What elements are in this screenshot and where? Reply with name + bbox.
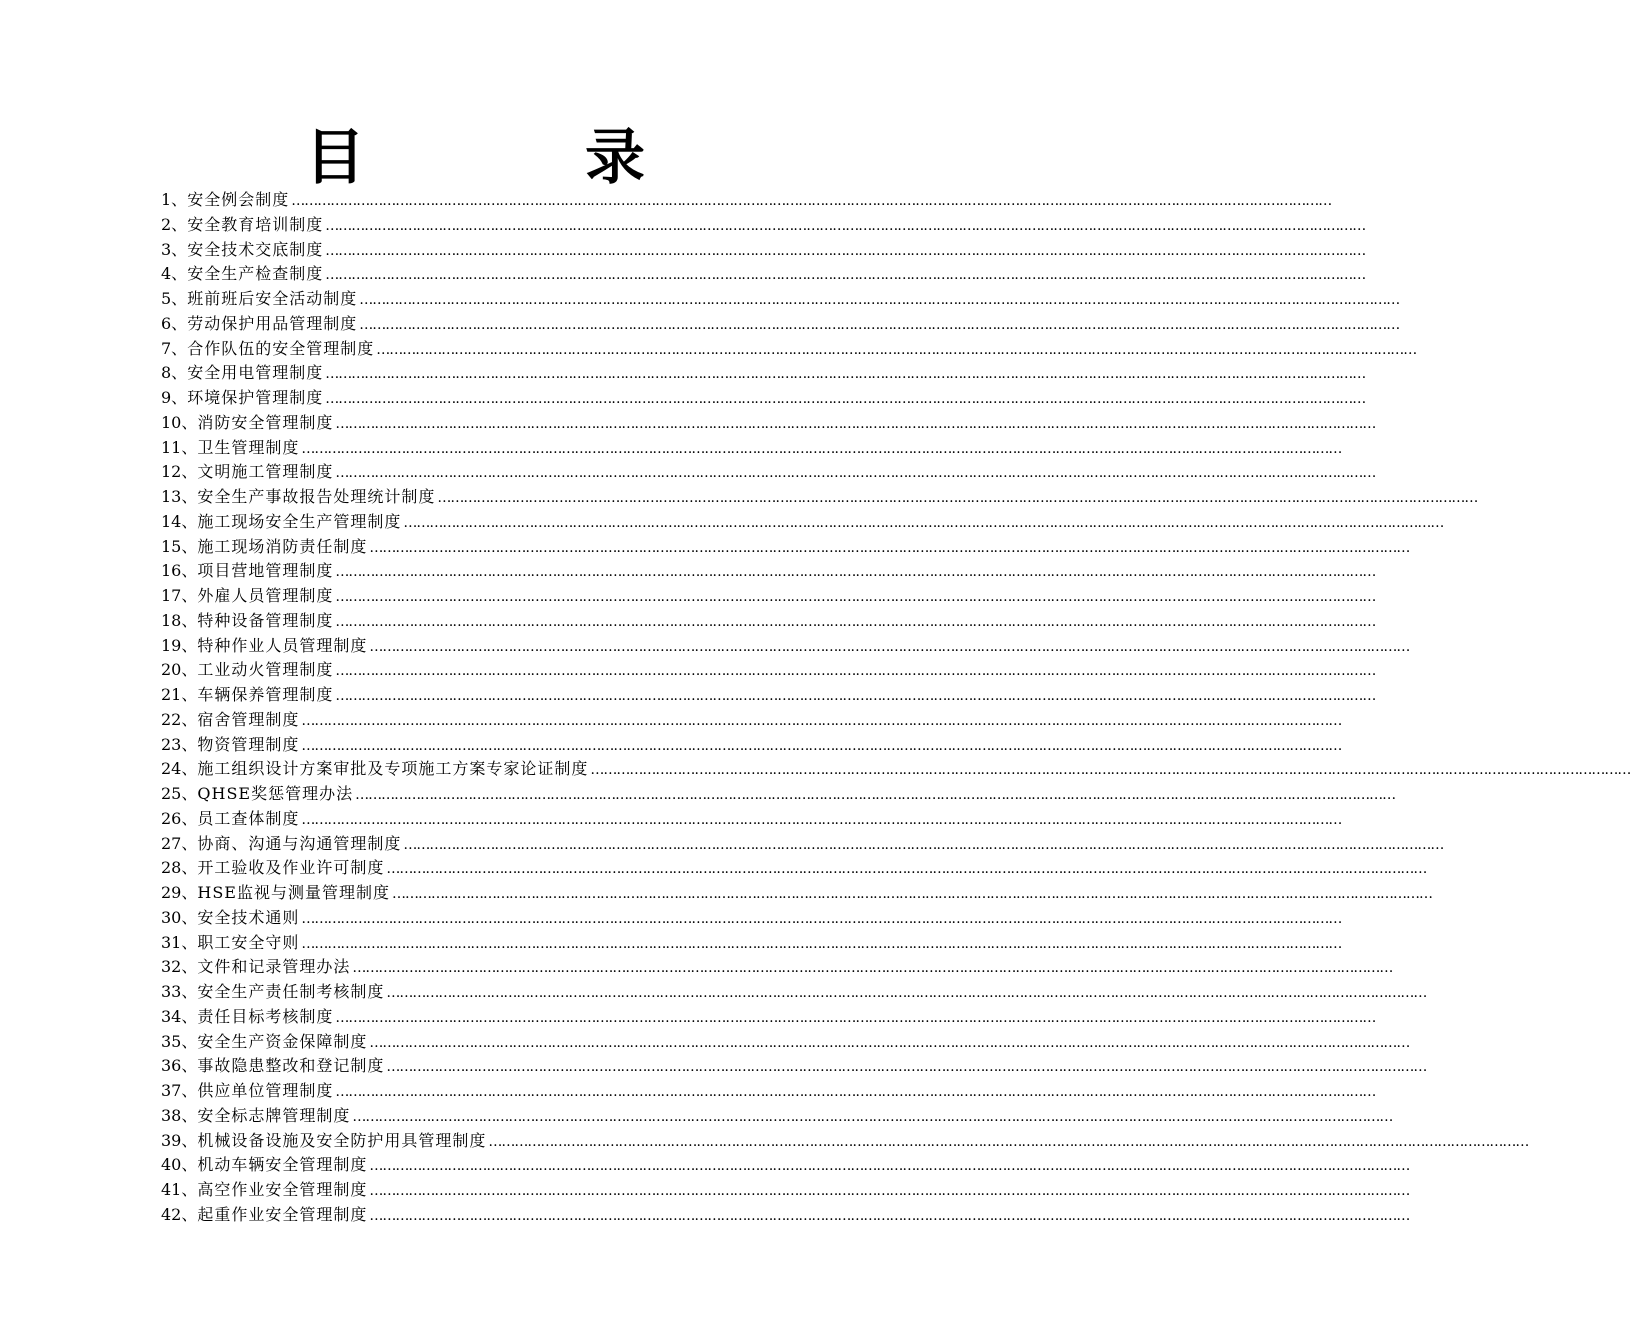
toc-entry-number: 18、	[161, 610, 198, 630]
toc-entry-number: 34、	[161, 1006, 198, 1026]
toc-entry-label: 协商、沟通与沟通管理制度	[197, 833, 402, 853]
toc-entry-number: 27、	[161, 833, 198, 853]
toc-dot-leader: ……………………………………………………………………………………………………………………………………………………………………………………………………………………	[369, 1034, 1410, 1051]
toc-entry-number: 36、	[161, 1056, 198, 1076]
toc-entry[interactable]	[161, 1178, 1410, 1203]
toc-entry[interactable]	[161, 1030, 1410, 1055]
toc-entry[interactable]	[161, 337, 1417, 362]
toc-dot-leader: ……………………………………………………………………………………………………………………………………………………………………………………………………………………	[301, 440, 1342, 457]
toc-entry-label: 安全教育培训制度	[187, 214, 324, 234]
toc-entry[interactable]	[161, 1129, 1529, 1154]
toc-dot-leader: ……………………………………………………………………………………………………………………………………………………………………………………………………………………	[359, 292, 1400, 308]
toc-dot-leader: ……………………………………………………………………………………………………………………………………………………………………………………………………………………	[301, 935, 1342, 952]
toc-entry-label: QHSE奖惩管理办法	[197, 784, 354, 803]
toc-dot-leader: ……………………………………………………………………………………………………………………………………………………………………………………………………………………	[325, 366, 1366, 383]
toc-entry[interactable]	[161, 634, 1410, 659]
toc-entry-number: 9、	[161, 388, 188, 407]
toc-entry-number: 11、	[161, 437, 198, 457]
toc-entry[interactable]	[161, 535, 1410, 560]
toc-entry-number: 38、	[161, 1105, 198, 1125]
toc-entry[interactable]	[161, 213, 1366, 238]
toc-entry-label: 安全生产检查制度	[187, 264, 324, 284]
toc-entry-label: 安全技术通则	[197, 907, 300, 927]
toc-entry-label: 起重作业安全管理制度	[197, 1204, 368, 1224]
toc-entry-label: 消防安全管理制度	[197, 412, 334, 432]
toc-dot-leader: ……………………………………………………………………………………………………………………………………………………………………………………………………………………	[369, 1183, 1410, 1199]
toc-entry-label: 供应单位管理制度	[197, 1081, 334, 1100]
toc-entry[interactable]	[161, 1054, 1427, 1079]
toc-entry-number: 23、	[161, 734, 198, 754]
toc-dot-leader: ……………………………………………………………………………………………………………………………………………………………………………………………………………………	[386, 985, 1427, 1001]
toc-dot-leader: ……………………………………………………………………………………………………………………………………………………………………………………………………………………	[359, 316, 1400, 333]
toc-entry-number: 20、	[161, 660, 198, 680]
toc-dot-leader: ……………………………………………………………………………………………………………………………………………………………………………………………………………………	[301, 737, 1342, 754]
toc-entry-label: 项目营地管理制度	[197, 561, 334, 581]
toc-dot-leader: ……………………………………………………………………………………………………………………………………………………………………………………………………………………	[335, 415, 1376, 432]
toc-entry-label: 宿舍管理制度	[197, 709, 300, 729]
toc-entry-label: 责任目标考核制度	[197, 1006, 334, 1026]
toc-entry[interactable]	[161, 955, 1393, 980]
toc-entry-number: 5、	[161, 289, 188, 308]
toc-entry-number: 1、	[161, 190, 188, 209]
toc-entry[interactable]	[161, 312, 1400, 337]
toc-dot-leader: ……………………………………………………………………………………………………………………………………………………………………………………………………………………	[325, 217, 1366, 234]
toc-entry-number: 24、	[161, 759, 198, 779]
toc-entry-label: 安全技术交底制度	[187, 239, 324, 259]
toc-dot-leader: ……………………………………………………………………………………………………………………………………………………………………………………………………………………	[369, 539, 1410, 556]
toc-entry-label: 职工安全守则	[197, 932, 300, 952]
toc-dot-leader: ……………………………………………………………………………………………………………………………………………………………………………………………………………………	[335, 688, 1376, 704]
toc-entry[interactable]	[161, 1104, 1393, 1129]
toc-dot-leader: ……………………………………………………………………………………………………………………………………………………………………………………………………………………	[488, 1133, 1529, 1150]
toc-entry-label: 卫生管理制度	[197, 437, 300, 457]
toc-entry-label: 机动车辆安全管理制度	[197, 1155, 368, 1175]
toc-entry-number: 22、	[161, 709, 198, 729]
toc-dot-leader: ……………………………………………………………………………………………………………………………………………………………………………………………………………………	[376, 341, 1417, 358]
toc-entry[interactable]	[161, 708, 1342, 733]
toc-entry-label: 机械设备设施及安全防护用具管理制度	[197, 1130, 487, 1150]
toc-dot-leader: ……………………………………………………………………………………………………………………………………………………………………………………………………………………	[291, 193, 1332, 209]
page-title: 目 录	[305, 123, 725, 193]
toc-entry[interactable]	[161, 584, 1376, 609]
toc-entry-label: 安全生产资金保障制度	[197, 1031, 368, 1051]
table-of-contents	[161, 188, 1630, 1228]
toc-entry-number: 31、	[161, 932, 198, 952]
toc-dot-leader: ……………………………………………………………………………………………………………………………………………………………………………………………………………………	[403, 836, 1444, 853]
toc-entry-number: 25、	[161, 784, 198, 803]
toc-entry-label: 环境保护管理制度	[187, 388, 324, 407]
toc-entry-label: 文明施工管理制度	[197, 462, 334, 482]
toc-entry-number: 39、	[161, 1130, 198, 1150]
toc-entry[interactable]	[161, 856, 1427, 881]
toc-dot-leader: ……………………………………………………………………………………………………………………………………………………………………………………………………………………	[301, 910, 1342, 927]
toc-entry-number: 29、	[161, 883, 198, 902]
toc-entry-number: 42、	[161, 1204, 198, 1224]
toc-entry[interactable]	[161, 361, 1366, 386]
toc-entry-number: 10、	[161, 412, 198, 432]
toc-entry-number: 26、	[161, 808, 198, 828]
toc-dot-leader: ……………………………………………………………………………………………………………………………………………………………………………………………………………………	[352, 1108, 1393, 1125]
toc-entry-number: 7、	[161, 338, 188, 358]
toc-dot-leader: ……………………………………………………………………………………………………………………………………………………………………………………………………………………	[369, 1207, 1410, 1224]
toc-entry[interactable]	[161, 510, 1444, 535]
toc-dot-leader: ……………………………………………………………………………………………………………………………………………………………………………………………………………………	[369, 638, 1410, 655]
toc-entry-label: 安全生产责任制考核制度	[197, 982, 385, 1001]
toc-entry-label: 安全例会制度	[187, 190, 290, 209]
toc-entry[interactable]	[161, 931, 1342, 956]
toc-entry[interactable]	[161, 411, 1376, 436]
toc-dot-leader: ……………………………………………………………………………………………………………………………………………………………………………………………………………………	[335, 663, 1376, 680]
toc-entry[interactable]	[161, 559, 1376, 584]
toc-entry-number: 12、	[161, 462, 198, 482]
toc-entry-label: 安全生产事故报告处理统计制度	[197, 487, 436, 506]
toc-entry-label: 安全标志牌管理制度	[197, 1105, 351, 1125]
toc-entry[interactable]	[161, 436, 1342, 461]
toc-entry[interactable]	[161, 460, 1376, 485]
toc-entry[interactable]	[161, 683, 1376, 708]
toc-entry-number: 32、	[161, 957, 198, 977]
toc-entry-label: 班前班后安全活动制度	[187, 289, 358, 308]
toc-entry-label: 合作队伍的安全管理制度	[187, 338, 375, 358]
toc-entry-number: 3、	[161, 239, 188, 259]
toc-entry[interactable]	[161, 485, 1478, 510]
toc-entry-label: 施工现场消防责任制度	[197, 536, 368, 556]
toc-entry-label: HSE监视与测量管理制度	[197, 883, 390, 902]
toc-entry-label: 高空作业安全管理制度	[197, 1180, 368, 1199]
toc-entry-number: 15、	[161, 536, 198, 556]
toc-entry[interactable]	[161, 262, 1366, 287]
toc-entry-label: 车辆保养管理制度	[197, 685, 334, 704]
toc-dot-leader: ……………………………………………………………………………………………………………………………………………………………………………………………………………………	[352, 960, 1393, 977]
toc-entry-number: 30、	[161, 907, 198, 927]
toc-entry-label: 事故隐患整改和登记制度	[197, 1056, 385, 1076]
toc-entry-label: 安全用电管理制度	[187, 363, 324, 383]
toc-dot-leader: ……………………………………………………………………………………………………………………………………………………………………………………………………………………	[355, 787, 1396, 803]
toc-dot-leader: ……………………………………………………………………………………………………………………………………………………………………………………………………………………	[335, 613, 1376, 630]
toc-dot-leader: ……………………………………………………………………………………………………………………………………………………………………………………………………………………	[369, 1158, 1410, 1175]
toc-entry[interactable]	[161, 1153, 1410, 1178]
toc-entry-number: 41、	[161, 1180, 198, 1199]
toc-entry[interactable]	[161, 238, 1366, 263]
toc-dot-leader: ……………………………………………………………………………………………………………………………………………………………………………………………………………………	[335, 589, 1376, 605]
toc-entry-number: 6、	[161, 313, 188, 333]
toc-entry-label: 施工组织设计方案审批及专项施工方案专家论证制度	[197, 759, 589, 779]
toc-entry-label: 文件和记录管理办法	[197, 957, 351, 977]
toc-entry-number: 40、	[161, 1155, 198, 1175]
toc-entry-number: 14、	[161, 511, 198, 531]
toc-entry[interactable]	[161, 807, 1342, 832]
toc-dot-leader: ……………………………………………………………………………………………………………………………………………………………………………………………………………………	[437, 490, 1478, 506]
toc-entry[interactable]	[161, 1203, 1410, 1228]
toc-dot-leader: ……………………………………………………………………………………………………………………………………………………………………………………………………………………	[391, 886, 1432, 902]
toc-entry-number: 37、	[161, 1081, 198, 1100]
toc-entry[interactable]	[161, 980, 1427, 1005]
toc-entry-number: 21、	[161, 685, 198, 704]
toc-entry[interactable]	[161, 881, 1432, 906]
toc-dot-leader: ……………………………………………………………………………………………………………………………………………………………………………………………………………………	[335, 564, 1376, 581]
toc-entry-label: 特种设备管理制度	[197, 610, 334, 630]
toc-dot-leader: ……………………………………………………………………………………………………………………………………………………………………………………………………………………	[403, 514, 1444, 531]
toc-entry-number: 35、	[161, 1031, 198, 1051]
toc-entry[interactable]	[161, 609, 1376, 634]
toc-entry-number: 8、	[161, 363, 188, 383]
toc-entry-label: 特种作业人员管理制度	[197, 635, 368, 655]
toc-dot-leader: ……………………………………………………………………………………………………………………………………………………………………………………………………………………	[301, 811, 1342, 828]
toc-entry-number: 19、	[161, 635, 198, 655]
toc-entry[interactable]	[161, 906, 1342, 931]
toc-entry[interactable]	[161, 832, 1444, 857]
toc-entry-number: 16、	[161, 561, 198, 581]
toc-dot-leader: ……………………………………………………………………………………………………………………………………………………………………………………………………………………	[386, 1059, 1427, 1076]
toc-entry[interactable]	[161, 188, 1332, 213]
toc-entry[interactable]	[161, 386, 1366, 411]
toc-dot-leader: ……………………………………………………………………………………………………………………………………………………………………………………………………………………	[325, 242, 1366, 259]
toc-entry-number: 33、	[161, 982, 198, 1001]
toc-entry-label: 劳动保护用品管理制度	[187, 313, 358, 333]
toc-entry-number: 2、	[161, 214, 188, 234]
toc-entry[interactable]	[161, 733, 1342, 758]
toc-dot-leader: ……………………………………………………………………………………………………………………………………………………………………………………………………………………	[590, 762, 1630, 779]
toc-dot-leader: ……………………………………………………………………………………………………………………………………………………………………………………………………………………	[335, 1084, 1376, 1100]
toc-entry[interactable]	[161, 1005, 1376, 1030]
toc-entry-number: 4、	[161, 264, 188, 284]
toc-dot-leader: ……………………………………………………………………………………………………………………………………………………………………………………………………………………	[386, 861, 1427, 878]
toc-entry-label: 工业动火管理制度	[197, 660, 334, 680]
toc-dot-leader: ……………………………………………………………………………………………………………………………………………………………………………………………………………………	[335, 465, 1376, 482]
toc-entry-number: 28、	[161, 858, 198, 878]
toc-entry[interactable]	[161, 1079, 1376, 1104]
toc-entry[interactable]	[161, 658, 1376, 683]
toc-dot-leader: ……………………………………………………………………………………………………………………………………………………………………………………………………………………	[335, 1009, 1376, 1026]
toc-entry[interactable]	[161, 757, 1630, 782]
toc-entry-label: 开工验收及作业许可制度	[197, 858, 385, 878]
toc-entry-label: 物资管理制度	[197, 734, 300, 754]
toc-entry-number: 13、	[161, 487, 198, 506]
toc-entry-label: 施工现场安全生产管理制度	[197, 511, 402, 531]
toc-entry-number: 17、	[161, 586, 198, 605]
toc-entry-label: 员工查体制度	[197, 808, 300, 828]
toc-entry-label: 外雇人员管理制度	[197, 586, 334, 605]
toc-dot-leader: ……………………………………………………………………………………………………………………………………………………………………………………………………………………	[325, 267, 1366, 284]
toc-dot-leader: ……………………………………………………………………………………………………………………………………………………………………………………………………………………	[301, 712, 1342, 729]
toc-entry[interactable]	[161, 782, 1396, 807]
toc-dot-leader: ……………………………………………………………………………………………………………………………………………………………………………………………………………………	[325, 391, 1366, 407]
toc-entry[interactable]	[161, 287, 1400, 312]
